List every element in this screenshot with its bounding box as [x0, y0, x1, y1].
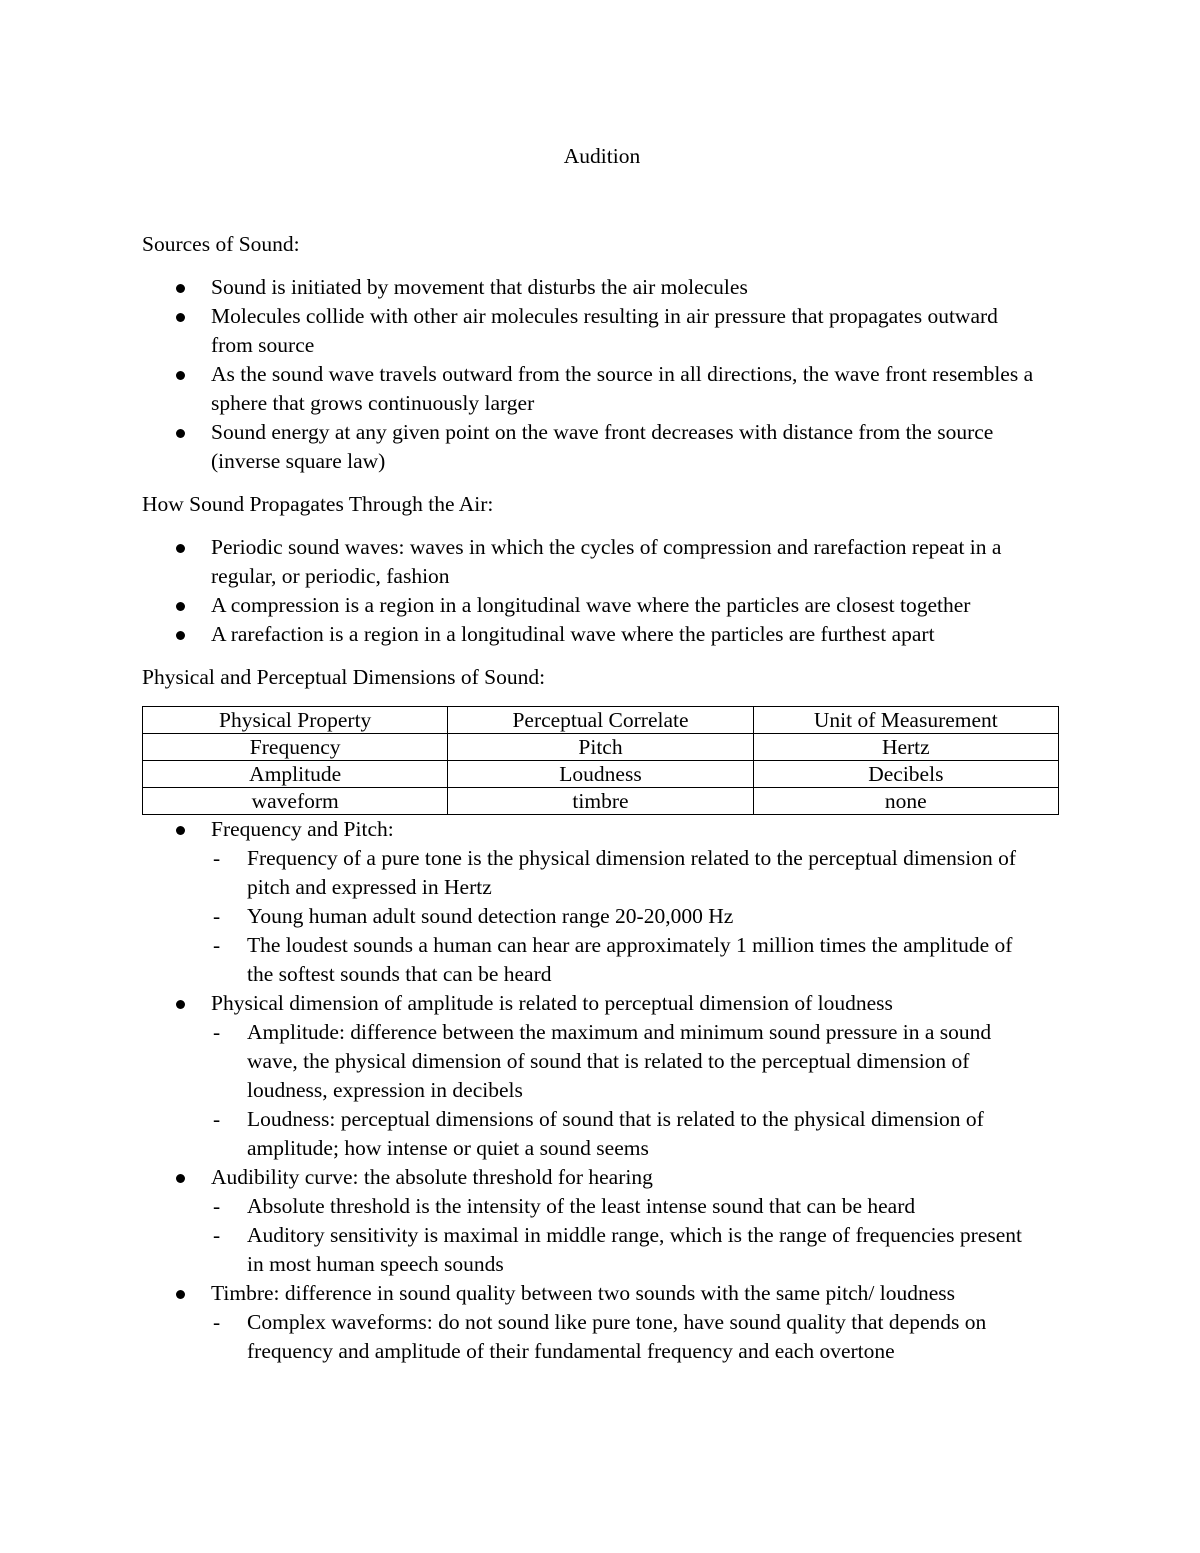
- list-item: [142, 1279, 1062, 1366]
- list-item: Periodic sound waves: waves in which the cycles of compression and rarefaction repeat in a regular, or periodic, fashion: [142, 533, 1062, 591]
- sub-list-item: - Amplitude: difference between the maximum and minimum sound pressure in a sound wave, the physical dimension of sound that is related to the perceptual dimension of loudness, expression in decibels: [211, 1018, 1042, 1105]
- table-cell: none: [753, 788, 1058, 815]
- sources-bullet-list: [142, 273, 1062, 476]
- sub-list: [211, 1308, 1042, 1366]
- propagation-bullet-list: [142, 533, 1062, 649]
- sub-list-item: - Auditory sensitivity is maximal in middle range, which is the range of frequencies present in most human speech sounds: [211, 1221, 1042, 1279]
- section-heading-propagation: How Sound Propagates Through the Air:: [142, 492, 494, 516]
- sub-list: [211, 844, 1042, 989]
- table-cell: Pitch: [448, 734, 753, 761]
- sub-list-item: - Young human adult sound detection range 20-20,000 Hz: [211, 902, 1042, 931]
- dimensions-bullet-list: [142, 815, 1062, 1366]
- list-item: A rarefaction is a region in a longitudinal wave where the particles are furthest apart: [142, 620, 1062, 649]
- list-item-text: Timbre: difference in sound quality between two sounds with the same pitch/ loudness: [211, 1281, 956, 1305]
- list-item: A compression is a region in a longitudinal wave where the particles are closest together: [142, 591, 1062, 620]
- table-cell: Decibels: [753, 761, 1058, 788]
- table-header-cell: Physical Property: [143, 707, 448, 734]
- sub-list-item: - Complex waveforms: do not sound like pure tone, have sound quality that depends on frequency and amplitude of their fundamental frequency and each overtone: [211, 1308, 1042, 1366]
- sub-list-item: - Frequency of a pure tone is the physical dimension related to the perceptual dimension of pitch and expressed in Hertz: [211, 844, 1042, 902]
- sub-list: [211, 1018, 1042, 1163]
- table-cell: Hertz: [753, 734, 1058, 761]
- table-cell: Frequency: [143, 734, 448, 761]
- list-item: Sound energy at any given point on the wave front decreases with distance from the source (inverse square law): [142, 418, 1062, 476]
- list-item: [142, 1163, 1062, 1279]
- list-item: Molecules collide with other air molecules resulting in air pressure that propagates outward from source: [142, 302, 1062, 360]
- table-cell: Amplitude: [143, 761, 448, 788]
- list-item-text: Frequency and Pitch:: [211, 817, 394, 841]
- table-row: [143, 761, 1059, 788]
- sub-list-item: - Loudness: perceptual dimensions of sound that is related to the physical dimension of amplitude; how intense or quiet a sound seems: [211, 1105, 1042, 1163]
- table-row: [143, 788, 1059, 815]
- table-header-row: [143, 707, 1059, 734]
- table-header-cell: Unit of Measurement: [753, 707, 1058, 734]
- list-item-text: Physical dimension of amplitude is related to perceptual dimension of loudness: [211, 991, 893, 1015]
- document-page: [142, 142, 1062, 1380]
- section-heading-dimensions: Physical and Perceptual Dimensions of Sound:: [142, 665, 546, 689]
- table-cell: waveform: [143, 788, 448, 815]
- list-item: [142, 815, 1062, 989]
- list-item: As the sound wave travels outward from the source in all directions, the wave front resembles a sphere that grows continuously larger: [142, 360, 1062, 418]
- sub-list-item: - The loudest sounds a human can hear are approximately 1 million times the amplitude of the softest sounds that can be heard: [211, 931, 1042, 989]
- dimensions-table: [142, 706, 1059, 815]
- table-cell: timbre: [448, 788, 753, 815]
- section-heading-sources: Sources of Sound:: [142, 232, 300, 256]
- table-cell: Loudness: [448, 761, 753, 788]
- document-title: Audition: [563, 144, 641, 168]
- table-header-cell: Perceptual Correlate: [448, 707, 753, 734]
- list-item: Sound is initiated by movement that disturbs the air molecules: [142, 273, 1062, 302]
- table-row: [143, 734, 1059, 761]
- sub-list-item: - Absolute threshold is the intensity of the least intense sound that can be heard: [211, 1192, 1042, 1221]
- sub-list: [211, 1192, 1042, 1279]
- list-item: [142, 989, 1062, 1163]
- list-item-text: Audibility curve: the absolute threshold for hearing: [211, 1165, 653, 1189]
